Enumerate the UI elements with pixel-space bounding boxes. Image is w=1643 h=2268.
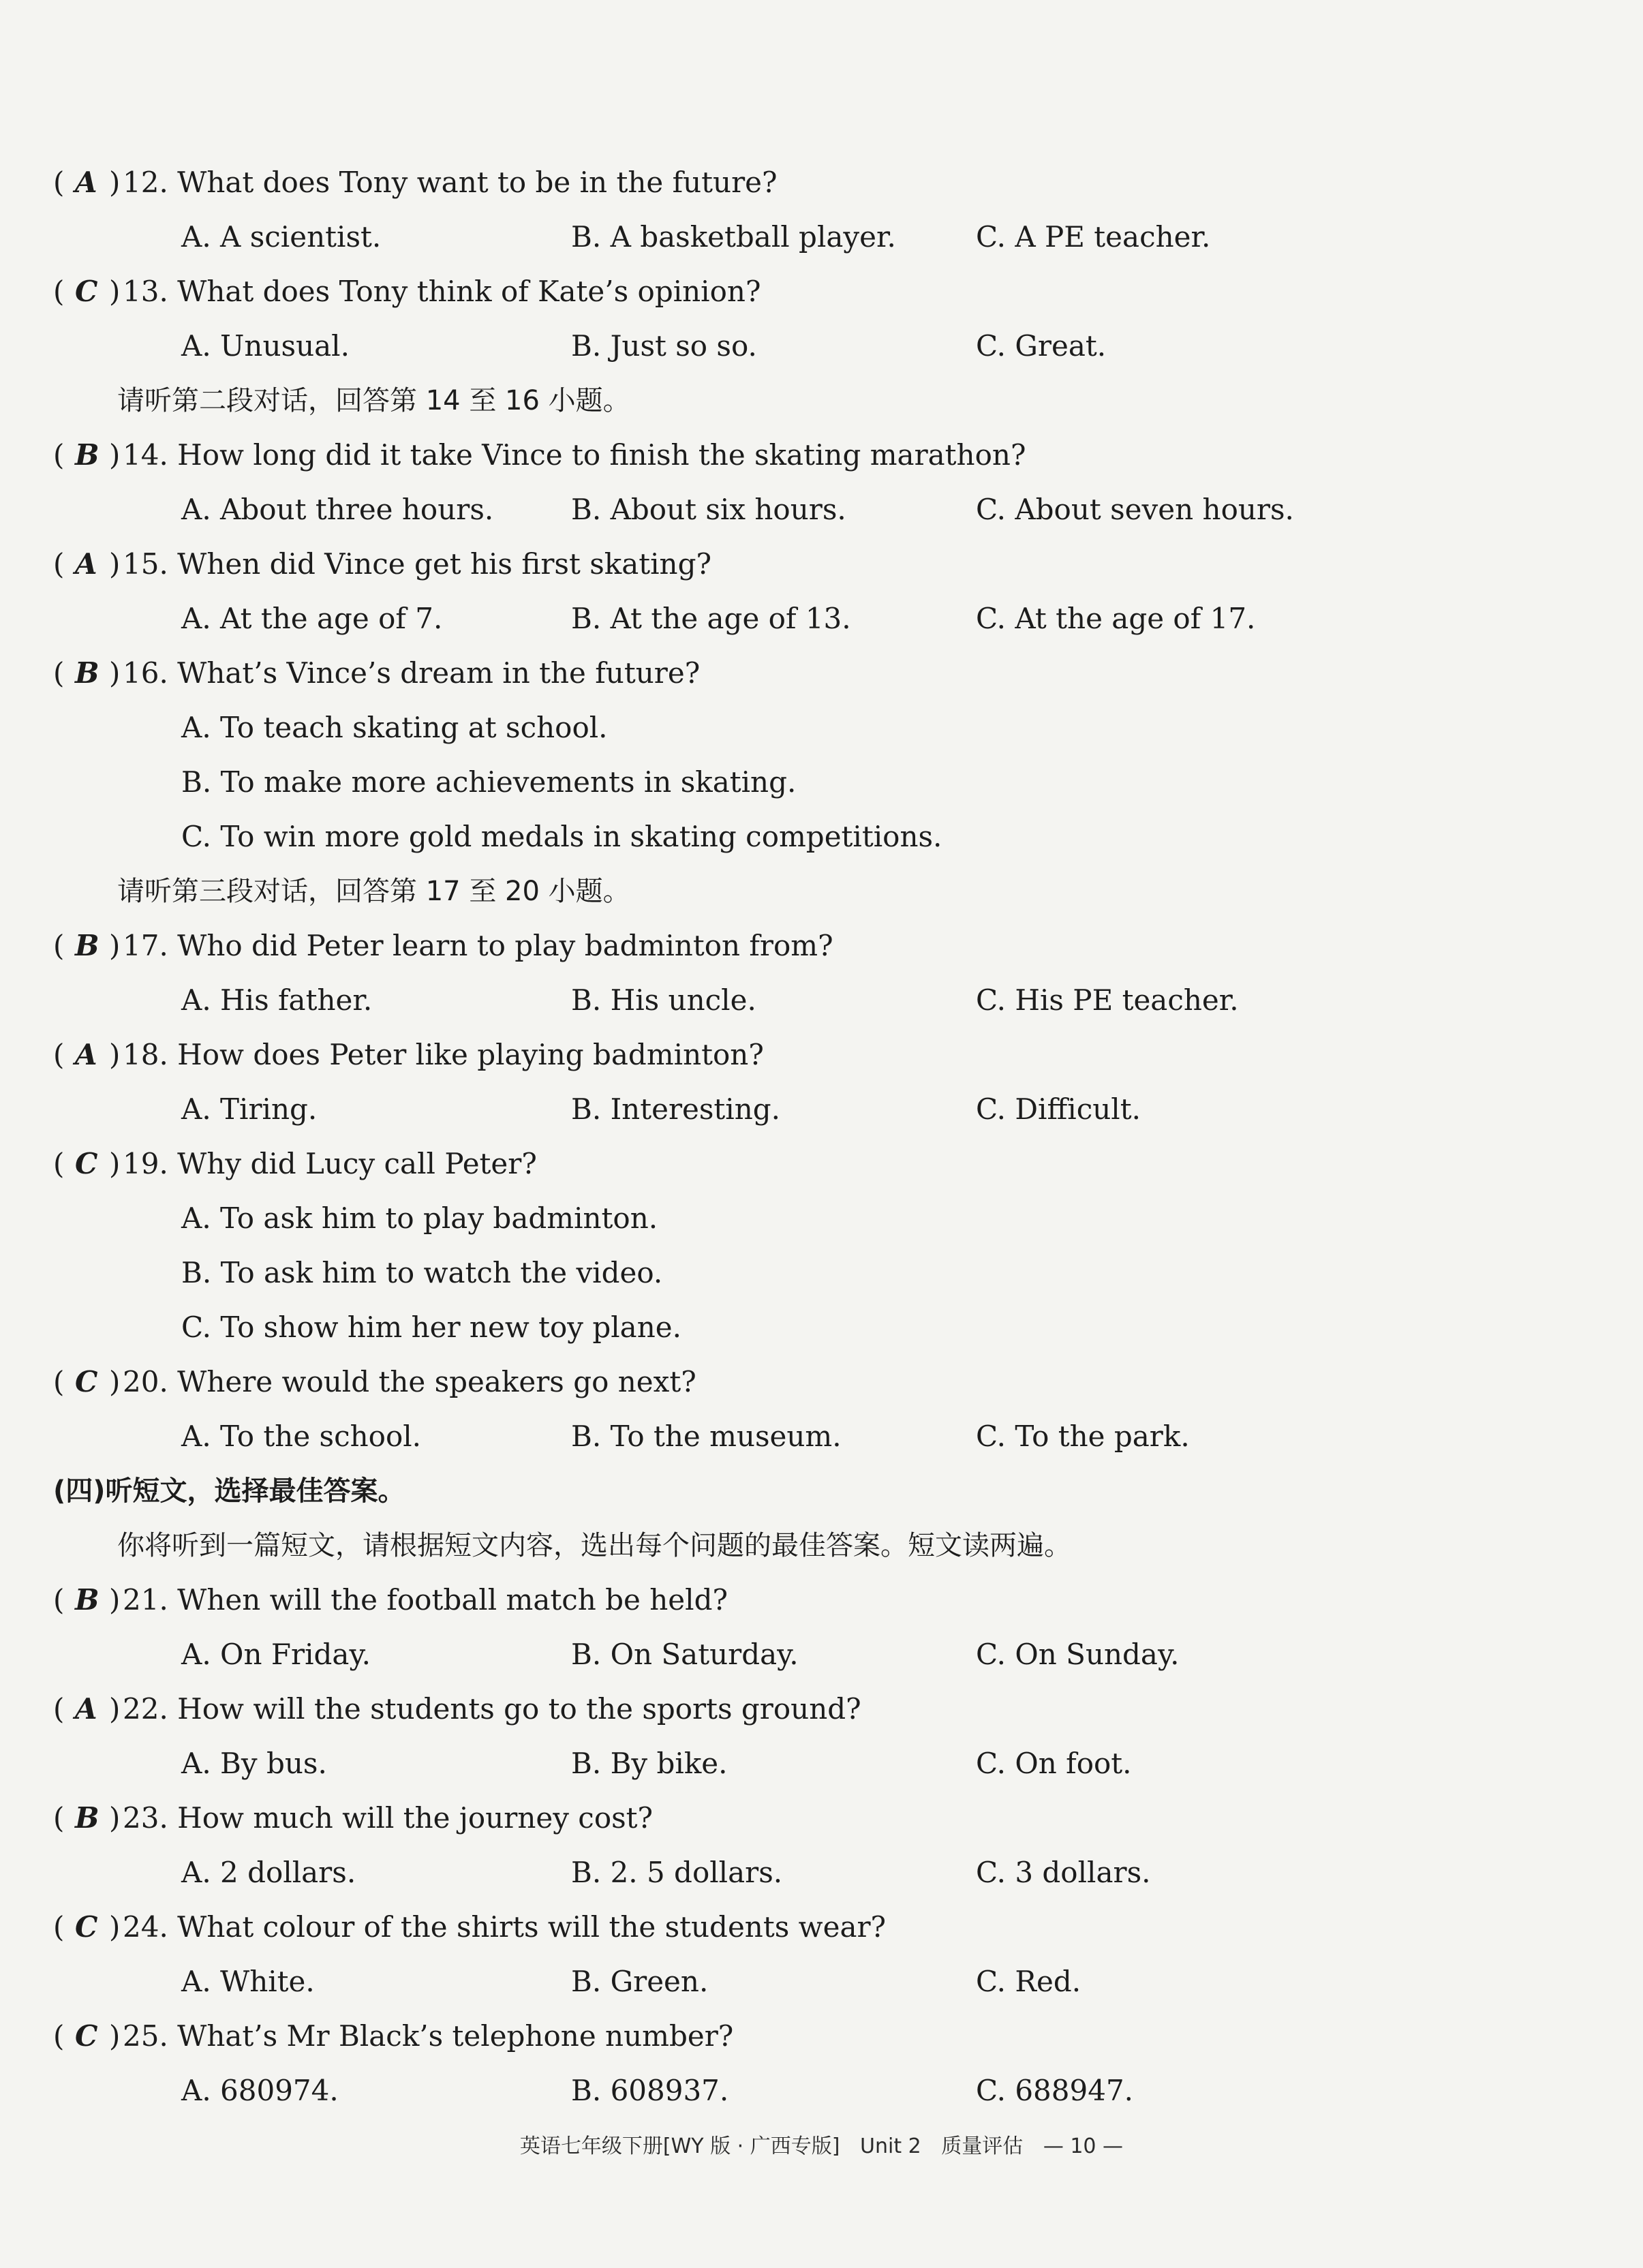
option-b: B. At the age of 13. [571, 602, 851, 635]
paren-open: ( [53, 2019, 65, 2053]
answer-mark: A [75, 166, 97, 199]
question-text: 14. How long did it take Vince to finish the skating marathon? [123, 438, 1026, 472]
paren-close: ) [109, 656, 121, 690]
page-number: — 10 — [1043, 2134, 1124, 2158]
option-b: B. On Saturday. [571, 1638, 799, 1671]
option-c: C. His PE teacher. [976, 983, 1239, 1017]
option-c: C. At the age of 17. [976, 602, 1256, 635]
option-a: A. 2 dollars. [181, 1856, 356, 1889]
option-b: B. His uncle. [571, 983, 756, 1017]
option-a: A. About three hours. [181, 493, 494, 526]
option-b: B. Just so so. [571, 329, 757, 363]
answer-mark: A [75, 1038, 97, 1071]
question-text: 19. Why did Lucy call Peter? [123, 1147, 537, 1180]
question-text: 25. What’s Mr Black’s telephone number? [123, 2019, 734, 2053]
paren-open: ( [53, 166, 65, 199]
answer-mark: C [75, 1365, 98, 1398]
question-text: 20. Where would the speakers go next? [123, 1365, 696, 1398]
paren-open: ( [53, 275, 65, 308]
answer-mark: B [75, 929, 99, 962]
answer-mark: C [75, 1147, 98, 1180]
option-b: B. About six hours. [571, 493, 846, 526]
paren-close: ) [109, 929, 121, 962]
answer-mark: B [75, 656, 99, 690]
question-text: 13. What does Tony think of Kate’s opinion? [123, 275, 761, 308]
instruction-text: 你将听到一篇短文，请根据短文内容，选出每个问题的最佳答案。短文读两遍。 [117, 1530, 1071, 1561]
option-a: A. By bus. [181, 1747, 327, 1780]
option-b: B. Green. [571, 1965, 709, 1998]
option-b: B. 608937. [571, 2074, 729, 2107]
option-c: C. 3 dollars. [976, 1856, 1151, 1889]
section-title: (四)听短文，选择最佳答案。 [53, 1475, 405, 1507]
option-a: A. A scientist. [181, 220, 382, 254]
paren-open: ( [53, 1038, 65, 1071]
option-a: A. 680974. [181, 2074, 339, 2107]
answer-mark: C [75, 275, 98, 308]
option-c: C. About seven hours. [976, 493, 1294, 526]
option-c: C. On Sunday. [976, 1638, 1180, 1671]
paren-close: ) [109, 1583, 121, 1616]
option-c: C. To the park. [976, 1420, 1190, 1453]
paren-open: ( [53, 547, 65, 581]
option-a: A. Unusual. [181, 329, 350, 363]
paren-close: ) [109, 1147, 121, 1180]
question-text: 15. When did Vince get his first skating? [123, 547, 712, 581]
option-a: A. To the school. [181, 1420, 422, 1453]
option-c: C. Great. [976, 329, 1107, 363]
answer-mark: A [75, 1692, 97, 1726]
option-b: B. To the museum. [571, 1420, 842, 1453]
option-c: C. 688947. [976, 2074, 1134, 2107]
question-text: 12. What does Tony want to be in the future? [123, 166, 778, 199]
instruction-text: 请听第二段对话，回答第 14 至 16 小题。 [117, 385, 630, 416]
paren-open: ( [53, 1365, 65, 1398]
option-a: A. On Friday. [181, 1638, 371, 1671]
answer-mark: B [75, 1801, 99, 1835]
option-b: B. To make more achievements in skating. [181, 765, 797, 799]
option-c: C. To show him her new toy plane. [181, 1311, 681, 1344]
option-b: B. A basketball player. [571, 220, 896, 254]
paren-close: ) [109, 438, 121, 472]
option-a: A. To teach skating at school. [181, 711, 608, 744]
paren-close: ) [109, 1365, 121, 1398]
question-text: 23. How much will the journey cost? [123, 1801, 654, 1835]
paren-close: ) [109, 275, 121, 308]
question-text: 16. What’s Vince’s dream in the future? [123, 656, 701, 690]
option-a: A. White. [181, 1965, 315, 1998]
option-c: C. Red. [976, 1965, 1081, 1998]
paren-close: ) [109, 1910, 121, 1944]
option-a: A. His father. [181, 983, 373, 1017]
paren-open: ( [53, 1147, 65, 1180]
option-b: B. To ask him to watch the video. [181, 1256, 663, 1289]
option-b: B. Interesting. [571, 1092, 781, 1126]
question-text: 21. When will the football match be held? [123, 1583, 728, 1616]
option-a: A. To ask him to play badminton. [181, 1201, 658, 1235]
question-text: 18. How does Peter like playing badminton? [123, 1038, 764, 1071]
paren-close: ) [109, 547, 121, 581]
footer-book-title: 英语七年级下册[WY 版 · 广西专版] [519, 2134, 840, 2158]
answer-mark: B [75, 438, 99, 472]
option-a: A. Tiring. [181, 1092, 318, 1126]
option-b: B. 2. 5 dollars. [571, 1856, 783, 1889]
instruction-text: 请听第三段对话，回答第 17 至 20 小题。 [117, 876, 630, 907]
paren-open: ( [53, 1801, 65, 1835]
footer-section: 质量评估 [941, 2134, 1024, 2158]
paren-close: ) [109, 1692, 121, 1726]
option-c: C. On foot. [976, 1747, 1132, 1780]
option-a: A. At the age of 7. [181, 602, 443, 635]
question-text: 24. What colour of the shirts will the students wear? [123, 1910, 887, 1944]
question-text: 22. How will the students go to the sports ground? [123, 1692, 861, 1726]
paren-open: ( [53, 1692, 65, 1726]
option-b: B. By bike. [571, 1747, 728, 1780]
paren-open: ( [53, 929, 65, 962]
paren-open: ( [53, 1910, 65, 1944]
paren-close: ) [109, 1801, 121, 1835]
answer-mark: C [75, 1910, 98, 1944]
answer-mark: C [75, 2019, 98, 2053]
option-c: C. A PE teacher. [976, 220, 1211, 254]
option-c: C. To win more gold medals in skating competitions. [181, 820, 942, 853]
paren-open: ( [53, 656, 65, 690]
answer-mark: B [75, 1583, 99, 1616]
question-text: 17. Who did Peter learn to play badminton from? [123, 929, 833, 962]
paren-close: ) [109, 1038, 121, 1071]
paren-close: ) [109, 166, 121, 199]
footer-unit: Unit 2 [860, 2134, 921, 2158]
page-footer [0, 2129, 1643, 2159]
answer-mark: A [75, 547, 97, 581]
paren-close: ) [109, 2019, 121, 2053]
paren-open: ( [53, 1583, 65, 1616]
paren-open: ( [53, 438, 65, 472]
option-c: C. Difficult. [976, 1092, 1141, 1126]
